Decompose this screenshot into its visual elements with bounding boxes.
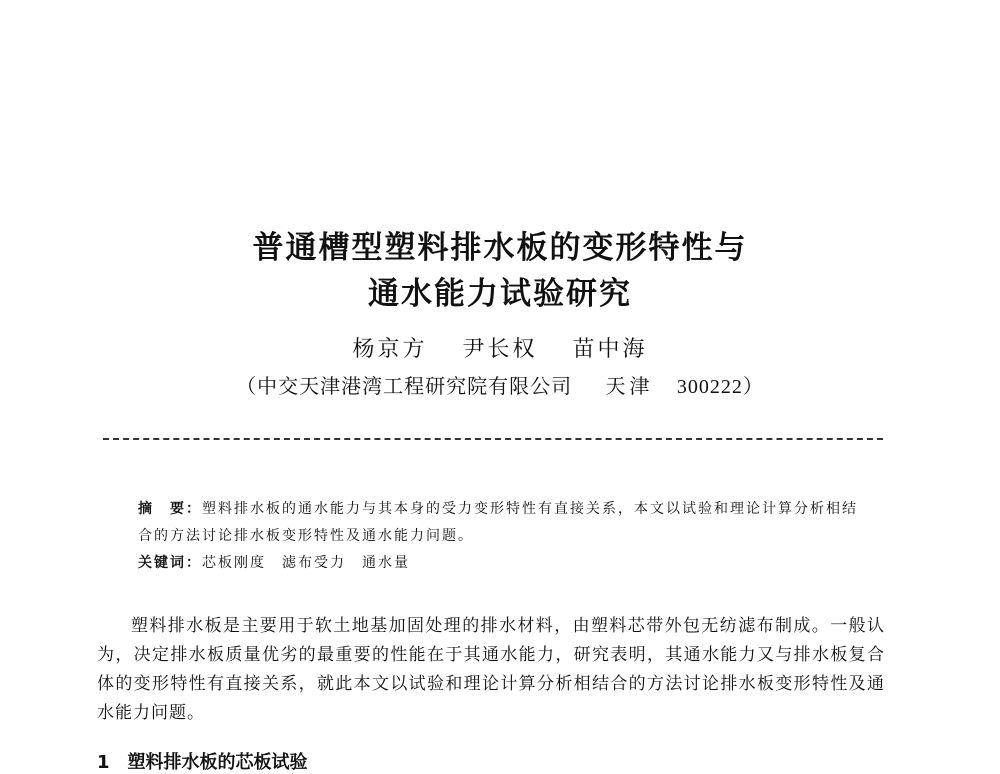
keyword-item: 通水量: [362, 555, 410, 571]
section-divider: [103, 438, 883, 440]
abstract-text: 塑料排水板的通水能力与其本身的受力变形特性有直接关系，本文以试验和理论计算分析相结合的方法讨论排水板变形特性及通水能力问题。: [138, 501, 858, 544]
section-number: 1: [97, 752, 110, 773]
author-name: 苗中海: [572, 337, 648, 362]
abstract-block: [138, 496, 858, 577]
affiliation-org: （中交天津港湾工程研究院有限公司: [236, 374, 573, 398]
keyword-item: 滤布受力: [282, 555, 346, 571]
section-heading: [97, 748, 308, 774]
keywords: [138, 550, 858, 577]
body-text: [97, 612, 885, 728]
affiliation-city: 天津: [605, 374, 654, 398]
body-paragraph: 塑料排水板是主要用于软土地基加固处理的排水材料，由塑料芯带外包无纺滤布制成。一般认为，决定排水板质量优劣的最重要的性能在于其通水能力，研究表明，其通水能力又与排水板复合体的变形特性有直接关系，就此本文以试验和理论计算分析相结合的方法讨论排水板变形特性及通水能力问题。: [97, 616, 885, 723]
paper-title-line-2: 通水能力试验研究: [368, 276, 632, 312]
abstract-label: 摘 要：: [138, 501, 202, 517]
keywords-label: 关键词：: [138, 555, 202, 571]
affiliation-zip: 300222）: [676, 376, 764, 398]
author-name: 杨京方: [352, 337, 428, 362]
affiliation: [0, 370, 1000, 399]
section-title: 塑料排水板的芯板试验: [127, 752, 308, 773]
abstract: [138, 496, 858, 550]
keyword-item: 芯板刚度: [202, 555, 266, 571]
author-list: [0, 332, 1000, 363]
author-name: 尹长权: [462, 337, 538, 362]
paper-title-line-1: 普通槽型塑料排水板的变形特性与: [252, 230, 748, 266]
